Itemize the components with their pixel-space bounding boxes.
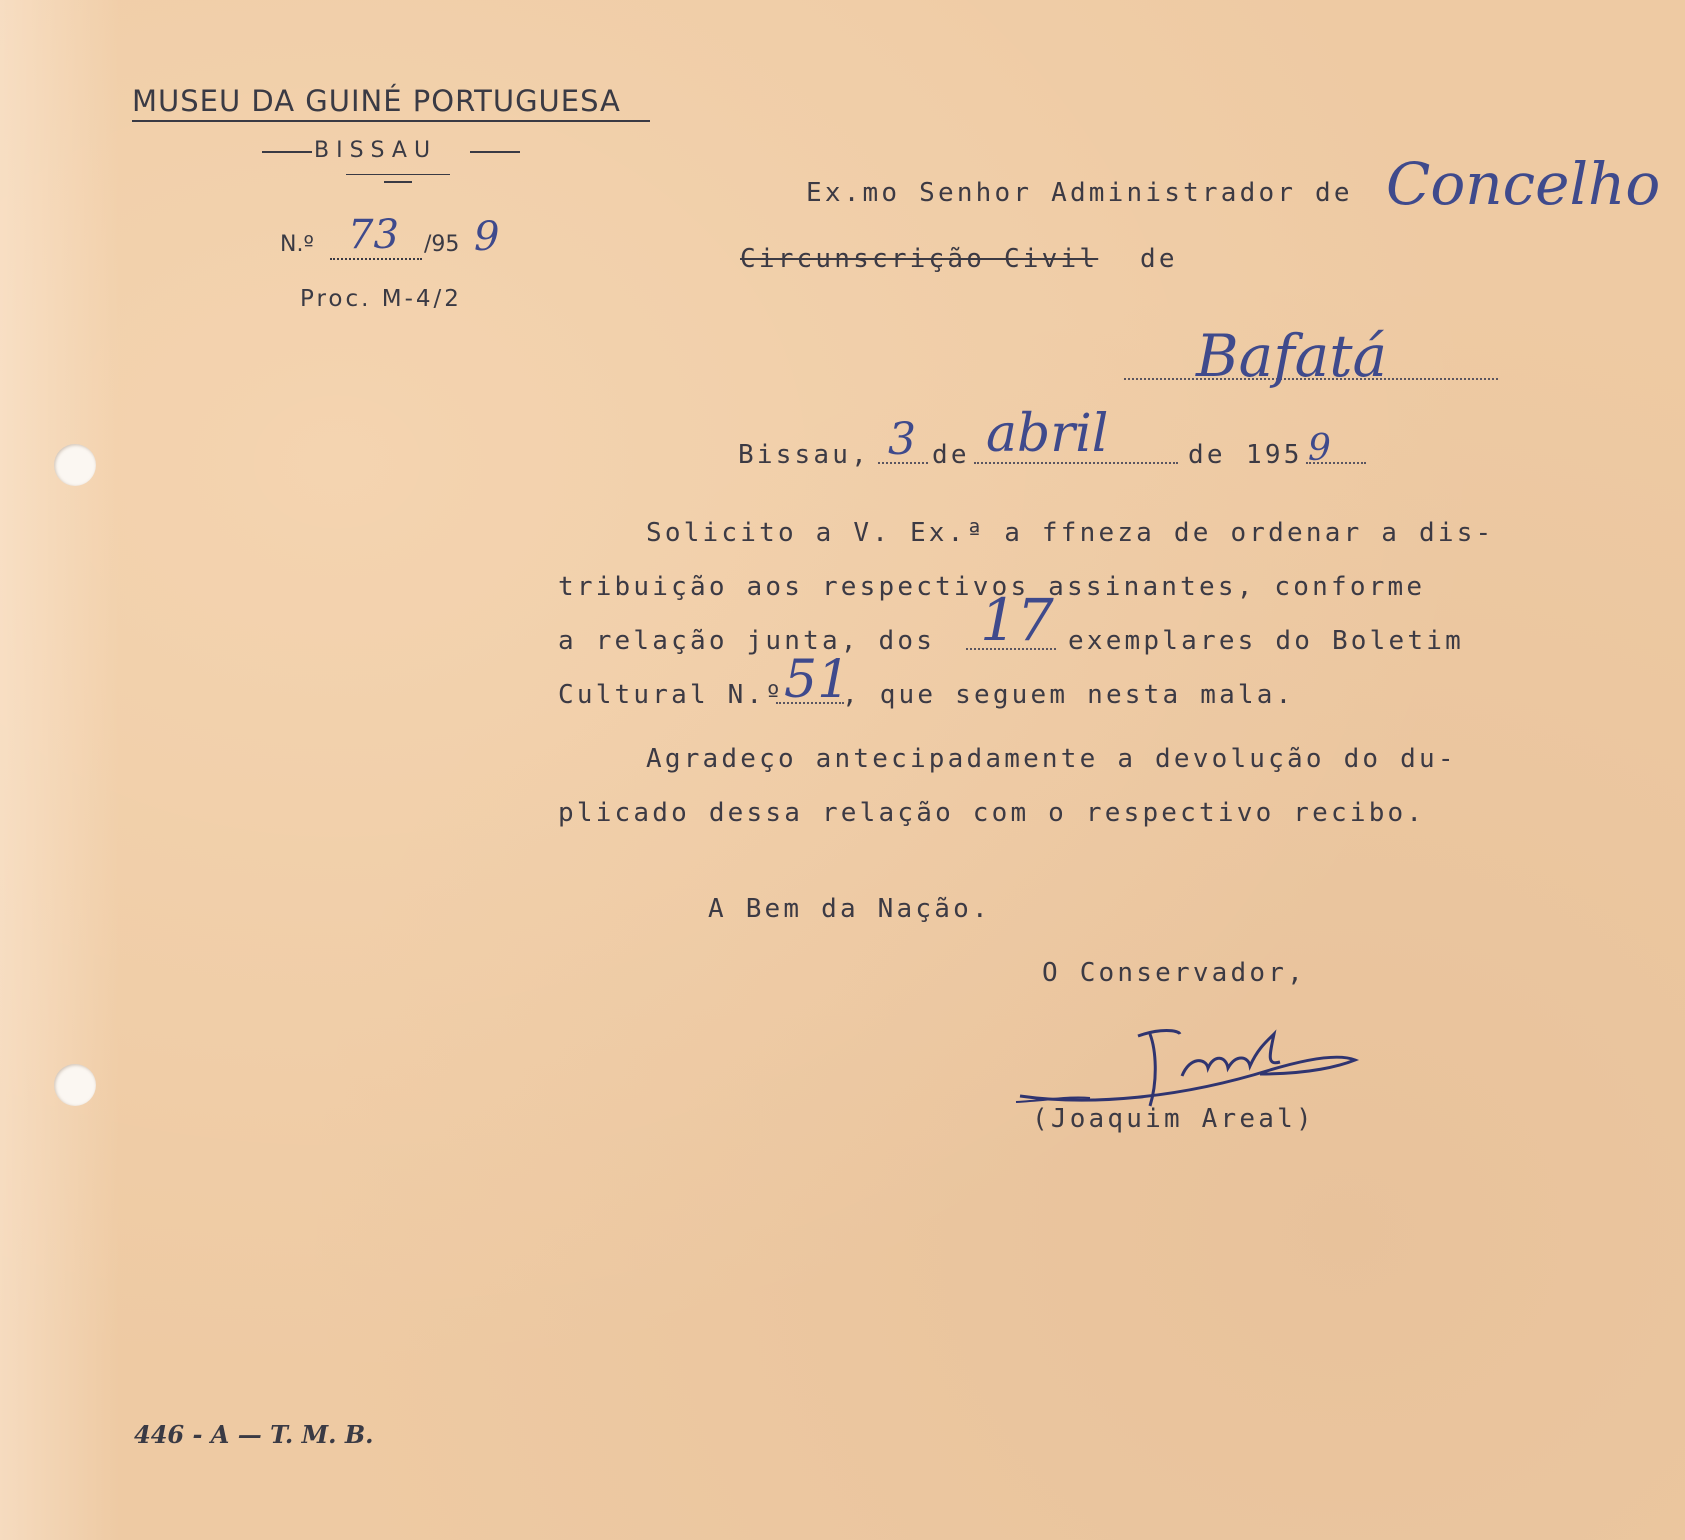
year-digit-handwritten: 9 xyxy=(474,214,500,260)
closing-name: (Joaquim Areal) xyxy=(1032,1104,1315,1134)
body-count-handwritten: 17 xyxy=(980,586,1054,654)
proc-reference: Proc. M-4/2 xyxy=(300,286,462,312)
body-p1-line3-a: a relação junta, dos xyxy=(558,626,936,656)
punch-hole-top xyxy=(54,444,96,486)
date-month-handwritten: abril xyxy=(986,404,1109,464)
date-de-1: de xyxy=(932,440,970,470)
date-de-2: de xyxy=(1188,440,1226,470)
body-p2-line2: plicado dessa relação com o respectivo recibo. xyxy=(558,798,1426,828)
city-dash-right xyxy=(470,151,520,153)
recipient-place-handwritten: Bafatá xyxy=(1196,322,1388,390)
date-year-digit-handwritten: 9 xyxy=(1308,428,1331,469)
closing-title: O Conservador, xyxy=(1042,958,1306,988)
institution-name: MUSEU DA GUINÉ PORTUGUESA xyxy=(132,84,621,118)
paper-edge xyxy=(0,0,120,1540)
letterhead-city: BISSAU xyxy=(314,138,438,163)
body-p2-line1: Agradeço antecipadamente a devolução do du- xyxy=(646,744,1457,774)
year-prefix: /95 xyxy=(424,232,460,257)
date-city: Bissau, xyxy=(738,440,870,470)
footer-code: 446 - A — T. M. B. xyxy=(134,1420,374,1449)
number-dotted-line xyxy=(330,258,422,260)
institution-underline xyxy=(132,120,650,122)
recipient-struck-text: Circunscrição Civil xyxy=(740,244,1099,274)
punch-hole-bottom xyxy=(54,1064,96,1106)
recipient-line2-suffix: de xyxy=(1140,244,1178,274)
closing-salutation: A Bem da Nação. xyxy=(708,894,991,924)
date-year-prefix: 195 xyxy=(1246,440,1303,470)
city-dash-left xyxy=(262,151,312,153)
recipient-line1: Ex.mo Senhor Administrador de xyxy=(806,178,1353,208)
body-p1-line4-a: Cultural N.º xyxy=(558,680,785,710)
city-underline xyxy=(346,174,450,175)
body-p1-line1: Solicito a V. Ex.ª a ffneza de ordenar a dis- xyxy=(646,518,1495,548)
city-underline-short xyxy=(384,181,412,183)
body-bulletin-number-handwritten: 51 xyxy=(784,650,851,710)
date-day-handwritten: 3 xyxy=(888,414,916,465)
body-p1-line4-b: , que seguem nesta mala. xyxy=(842,680,1295,710)
body-p1-line2: tribuição aos respectivos assinantes, conforme xyxy=(558,572,1426,602)
number-handwritten: 73 xyxy=(348,212,399,258)
recipient-handwritten-concelho: Concelho xyxy=(1386,150,1661,218)
body-p1-line3-b: exemplares do Boletim xyxy=(1068,626,1464,656)
number-label: N.º xyxy=(280,232,314,257)
